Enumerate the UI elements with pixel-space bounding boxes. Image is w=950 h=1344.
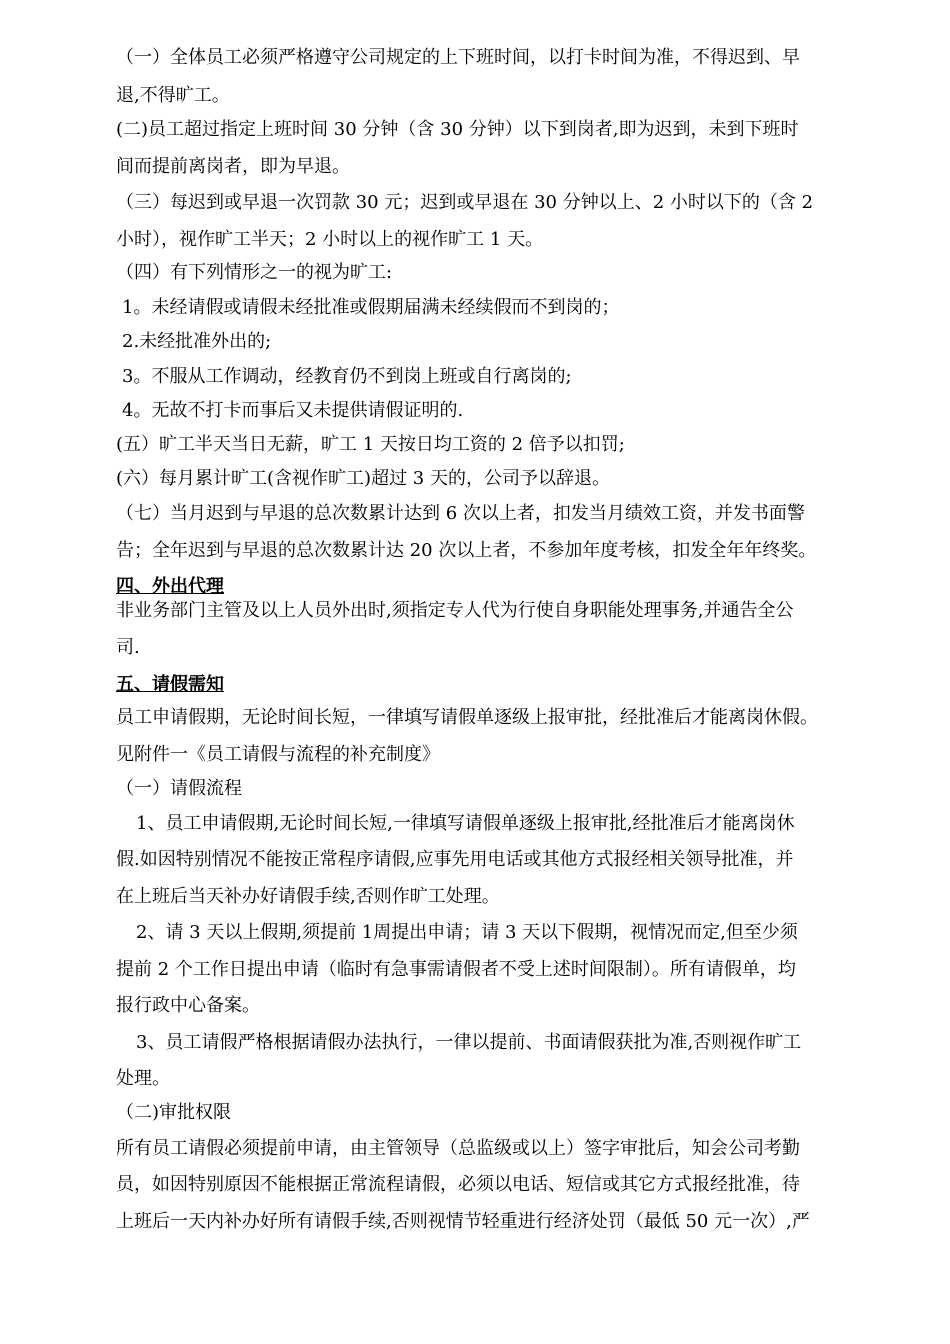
text-line: 报行政中心备案。 — [116, 995, 260, 1016]
text-line: 见附件一《员工请假与流程的补充制度》 — [116, 744, 440, 765]
text-line: （三）每迟到或早退一次罚款 30 元；迟到或早退在 30 分钟以上、2 小时以下的（含 2 — [116, 192, 814, 213]
text-line: 处理。 — [116, 1068, 170, 1089]
text-line: (五）旷工半天当日无薪，旷工 1 天按日均工资的 2 倍予以扣罚; — [116, 434, 625, 455]
text-line: 假.如因特别情况不能按正常程序请假,应事先用电话或其他方式报经相关领导批准，并 — [116, 849, 794, 870]
text-line: (二)员工超过指定上班时间 30 分钟（含 30 分钟）以下到岗者,即为迟到，未到下班时 — [116, 119, 799, 140]
section-heading: 五、请假需知 — [116, 674, 224, 695]
text-line: 退,不得旷工。 — [116, 85, 230, 106]
text-line: 提前 2 个工作日提出申请（临时有急事需请假者不受上述时间限制）。所有请假单，均 — [116, 959, 796, 980]
sub-heading: （二)审批权限 — [116, 1102, 232, 1123]
text-line: （一）全体员工必须严格遵守公司规定的上下班时间，以打卡时间为准，不得迟到、早 — [116, 47, 800, 68]
text-line: 3、员工请假严格根据请假办法执行，一律以提前、书面请假获批为准,否则视作旷工 — [136, 1032, 802, 1053]
text-line: 司. — [116, 637, 140, 658]
text-line: 上班后一天内补办好所有请假手续,否则视情节轻重进行经济处罚（最低 50 元一次）,严 — [116, 1211, 810, 1232]
text-line: 小时），视作旷工半天；2 小时以上的视作旷工 1 天。 — [116, 229, 544, 250]
text-line: 告；全年迟到与早退的总次数累计达 20 次以上者，不参加年度考核，扣发全年年终奖。 — [116, 540, 817, 561]
text-line: (六）每月累计旷工(含视作旷工)超过 3 天的，公司予以辞退。 — [116, 468, 610, 489]
sub-heading: （一）请假流程 — [116, 778, 242, 799]
text-line: （四）有下列情形之一的视为旷工: — [116, 262, 393, 283]
text-line: 所有员工请假必须提前申请，由主管领导（总监级或以上）签字审批后，知会公司考勤 — [116, 1138, 800, 1159]
list-item: 4。无故不打卡而事后又未提供请假证明的. — [122, 400, 464, 421]
section-heading: 四、外出代理 — [116, 576, 224, 597]
text-line: 在上班后当天补办好请假手续,否则作旷工处理。 — [116, 886, 500, 907]
text-line: 员工申请假期，无论时间长短，一律填写请假单逐级上报审批，经批准后才能离岗休假。 — [116, 707, 818, 728]
list-item: 1。未经请假或请假未经批准或假期届满未经续假而不到岗的； — [122, 297, 620, 318]
list-item: 3。不服从工作调动，经教育仍不到岗上班或自行离岗的; — [122, 366, 572, 387]
text-line: 1、员工申请假期,无论时间长短,一律填写请假单逐级上报审批,经批准后才能离岗休 — [136, 813, 795, 834]
text-line: 间而提前离岗者，即为早退。 — [116, 156, 350, 177]
text-line: 员，如因特别原因不能根据正常流程请假，必须以电话、短信或其它方式报经批准，待 — [116, 1174, 800, 1195]
text-line: 2、请 3 天以上假期,须提前 1周提出申请；请 3 天以下假期，视情况而定,但至少须 — [136, 922, 798, 943]
text-line: （七）当月迟到与早退的总次数累计达到 6 次以上者，扣发当月绩效工资，并发书面警 — [116, 503, 805, 524]
list-item: 2.未经批准外出的; — [122, 331, 272, 352]
text-line: 非业务部门主管及以上人员外出时,须指定专人代为行使自身职能处理事务,并通告全公 — [116, 600, 794, 621]
